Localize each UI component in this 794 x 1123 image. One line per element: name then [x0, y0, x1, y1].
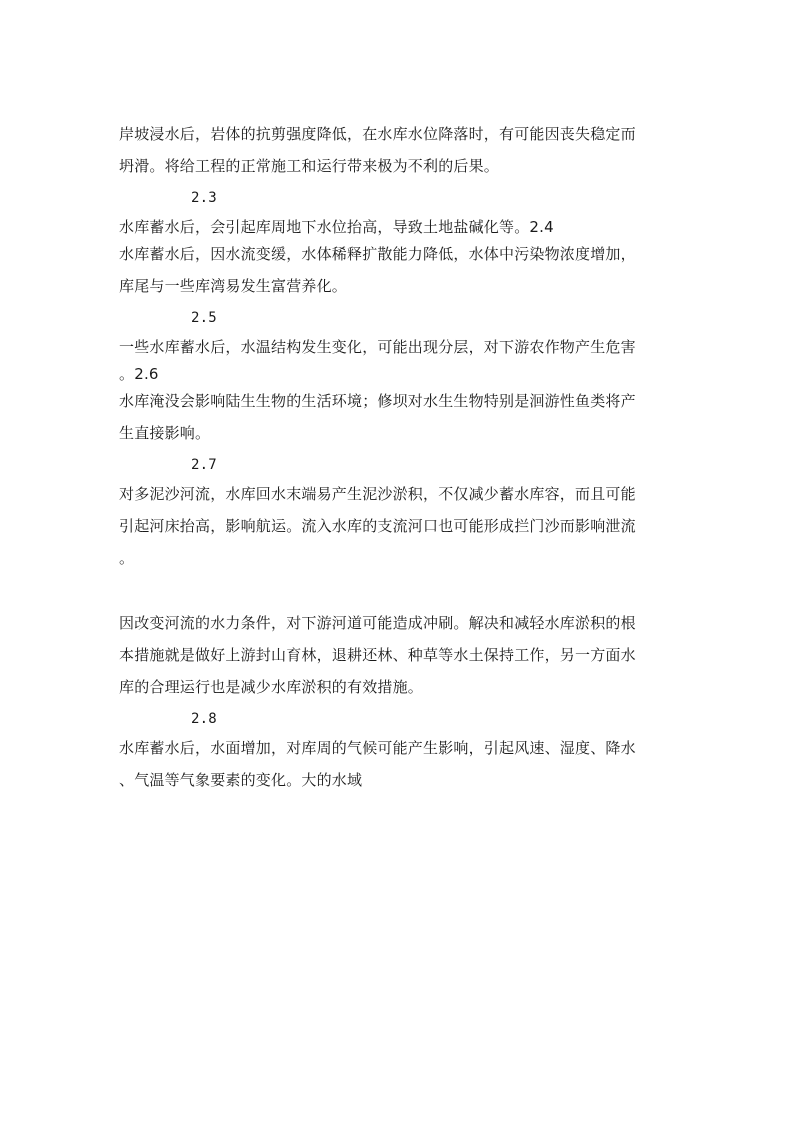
body-text-line: 岸坡浸水后，岩体的抗剪强度降低，在水库水位降落时，有可能因丧失稳定而: [119, 125, 636, 143]
body-text-line: 水库蓄水后，水面增加，对库周的气候可能产生影响，引起风速、湿度、降水: [119, 739, 636, 757]
body-text-line: 。2.6: [119, 365, 159, 383]
body-text-line: 坍滑。将给工程的正常施工和运行带来极为不利的后果。: [119, 157, 500, 175]
document-page: [119, 124, 679, 791]
body-text-line: 库的合理运行也是减少水库淤积的有效措施。: [119, 678, 424, 696]
section-number: 2.5: [191, 310, 217, 326]
body-text-line: 库尾与一些库湾易发生富营养化。: [119, 277, 348, 295]
body-text-line: 引起河床抬高，影响航运。流入水库的支流河口也可能形成拦门沙而影响泄流: [119, 517, 636, 535]
body-text-line: 水库蓄水后，会引起库周地下水位抬高，导致土地盐碱化等。2.4: [119, 218, 554, 236]
body-text-line: 、气温等气象要素的变化。大的水域: [119, 771, 363, 789]
body-text-line: 。: [119, 549, 135, 567]
section-number: 2.7: [191, 457, 217, 473]
body-text-line: 本措施就是做好上游封山育林，退耕还林、种草等水土保持工作，另一方面水: [119, 646, 636, 664]
body-text-line: 对多泥沙河流，水库回水末端易产生泥沙淤积，不仅减少蓄水库容，而且可能: [119, 485, 636, 503]
body-text-line: 因改变河流的水力条件，对下游河道可能造成冲刷。解决和减轻水库淤积的根: [119, 614, 636, 632]
body-text-line: 水库淹没会影响陆生生物的生活环境；修坝对水生生物特别是洄游性鱼类将产: [119, 392, 636, 410]
section-number: 2.8: [191, 711, 217, 727]
body-text-line: 一些水库蓄水后，水温结构发生变化，可能出现分层，对下游农作物产生危害: [119, 338, 636, 356]
body-text-line: 水库蓄水后，因水流变缓，水体稀释扩散能力降低，水体中污染物浓度增加，: [119, 245, 636, 263]
section-number: 2.3: [191, 190, 217, 206]
body-text-line: 生直接影响。: [119, 424, 211, 442]
